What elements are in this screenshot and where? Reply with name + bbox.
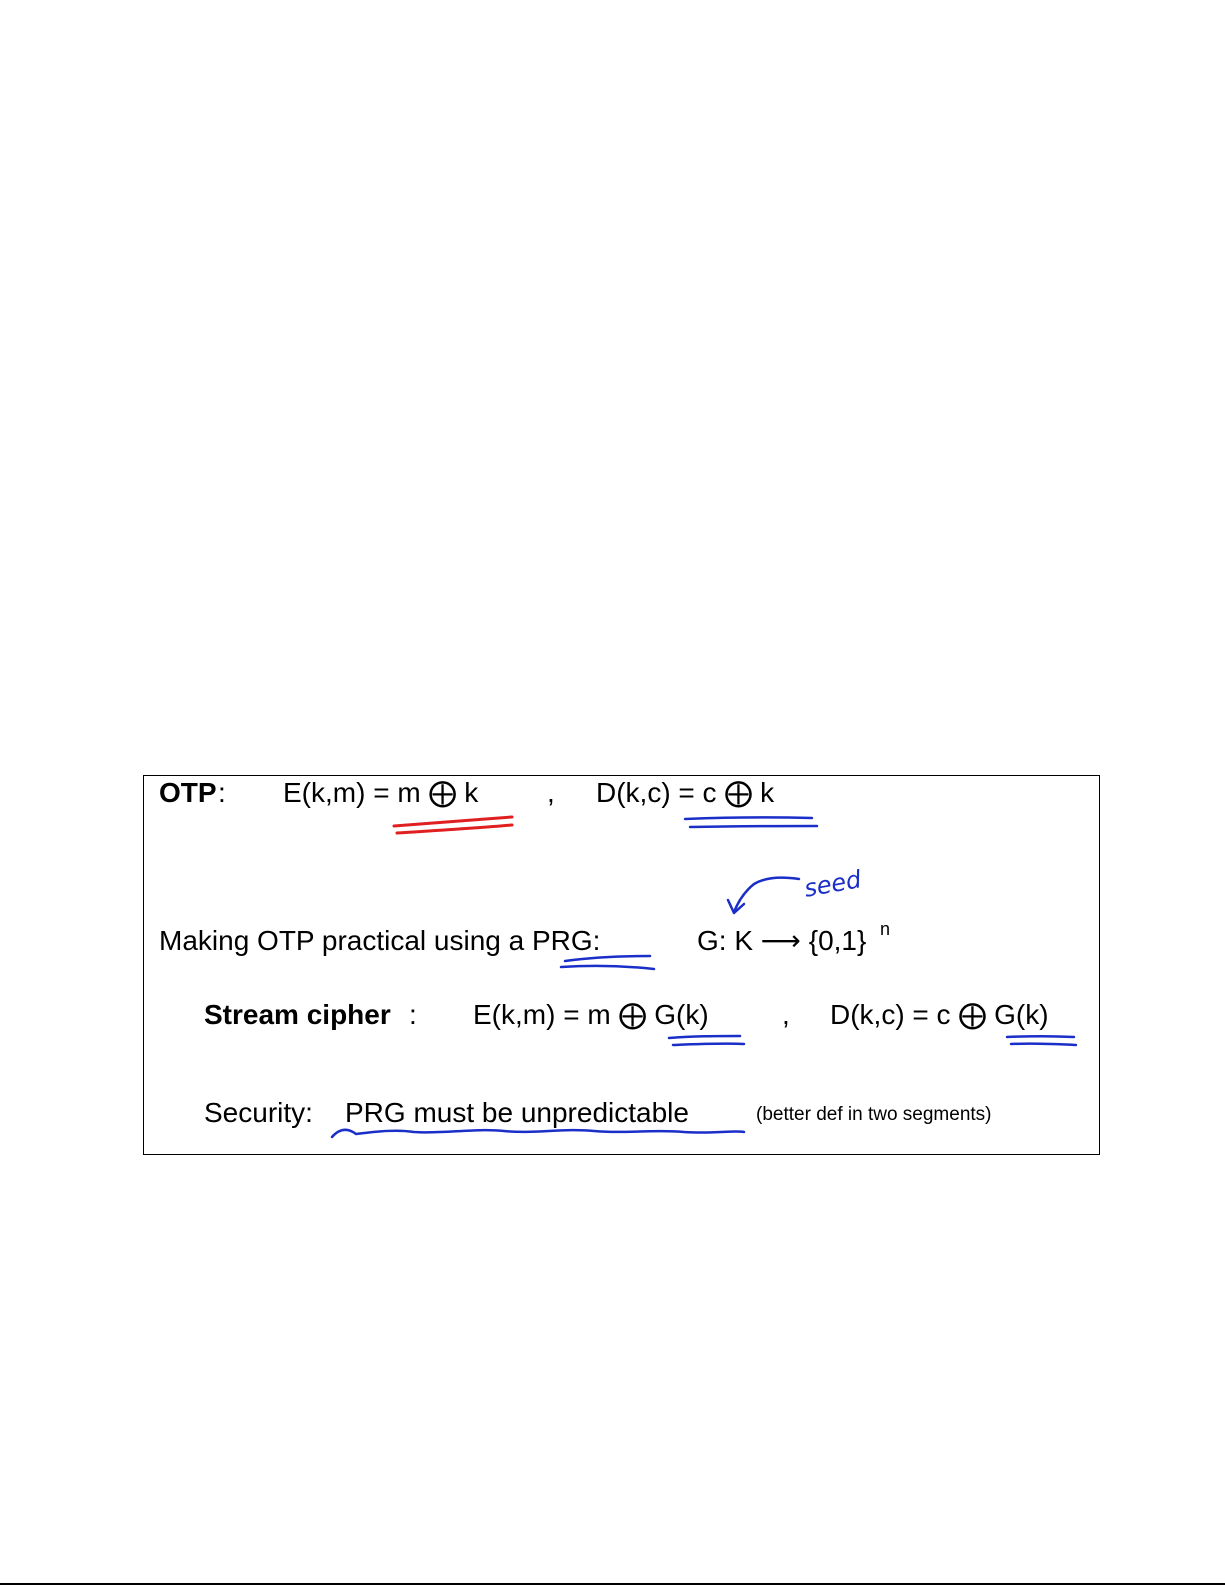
otp-decryption: D(k,c) = c ⨁ k <box>596 777 775 808</box>
otp-separator: , <box>547 777 555 808</box>
seed-annotation: seed <box>802 865 864 903</box>
stream-decryption: D(k,c) = c ⨁ G(k) <box>830 999 1049 1030</box>
stream-encryption: E(k,m) = m ⨁ G(k) <box>473 999 709 1030</box>
seed-arrow-head <box>728 900 744 913</box>
security-note: (better def in two segments) <box>756 1104 992 1125</box>
seed-arrow <box>734 878 799 912</box>
otp-colon: : <box>218 777 226 808</box>
blue-underline-dec-1 <box>685 817 812 819</box>
blue-underline-prg-2 <box>561 966 654 969</box>
otp-encryption: E(k,m) = m ⨁ k <box>283 777 479 808</box>
security-label: Security: <box>204 1097 313 1128</box>
stream-separator: , <box>782 999 790 1030</box>
blue-wavy-underline <box>332 1130 744 1137</box>
blue-underline-dec-2 <box>690 826 817 827</box>
blue-underline-gk-enc-1 <box>669 1036 740 1038</box>
red-underline-2 <box>397 825 512 833</box>
prg-generator: G: K ⟶ {0,1} <box>697 925 867 956</box>
slide-frame <box>143 775 1100 1155</box>
blue-underline-gk-dec-2 <box>1011 1044 1076 1045</box>
prg-superscript: n <box>880 919 891 939</box>
prg-line-text: Making OTP practical using a PRG: <box>159 925 601 956</box>
blue-underline-gk-dec-1 <box>1007 1036 1074 1037</box>
stream-cipher-label: Stream cipher <box>204 999 391 1030</box>
stream-cipher-colon: : <box>409 999 417 1030</box>
red-underline-1 <box>394 817 512 826</box>
otp-label: OTP <box>159 777 217 808</box>
blue-underline-gk-enc-2 <box>673 1044 744 1045</box>
security-text: PRG must be unpredictable <box>345 1097 689 1128</box>
